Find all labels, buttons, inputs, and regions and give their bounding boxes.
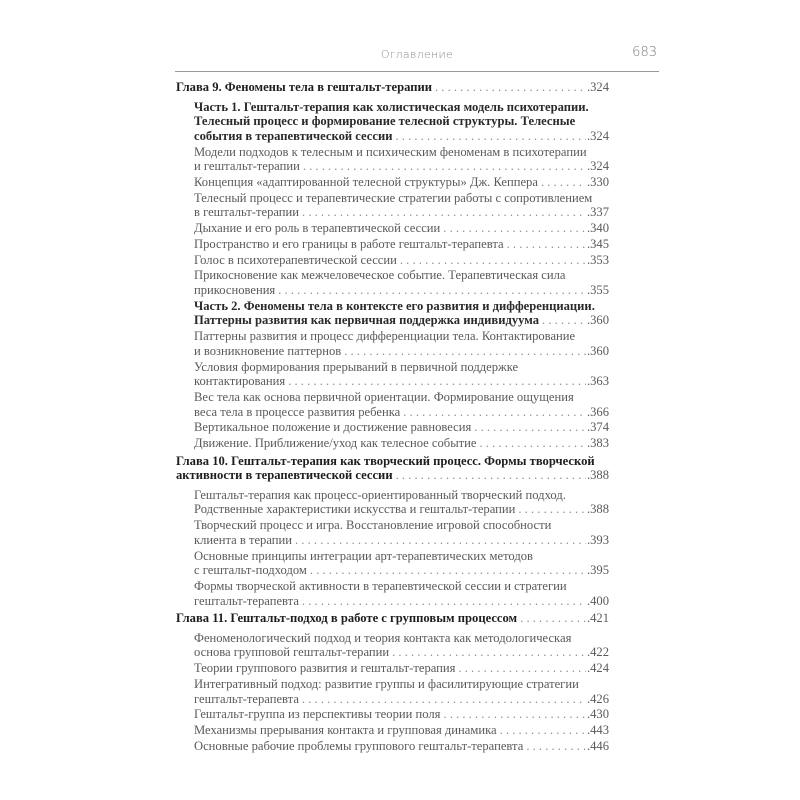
toc-entry-line [194,692,609,707]
toc-item-entry[interactable] [176,145,609,174]
toc-entry-line [194,549,609,564]
toc-entry-title: веса тела в процессе развития ребенка [194,404,401,419]
dot-leader [303,159,586,174]
toc-item-entry[interactable] [176,739,609,754]
toc-entry-title: Пространство и его границы в работе гештальт-терапевта [194,236,504,251]
toc-item-entry[interactable] [176,488,609,517]
toc-entry-line [194,645,609,660]
toc-entry-title: Часть 1. Гештальт-терапия как холистическая модель психотерапии. [194,99,589,114]
toc-entry-title: Часть 2. Феномены тела в контексте его развития и дифференциации. [194,298,595,313]
toc-page-number: .324 [586,80,609,94]
toc-page-number: .388 [586,468,609,483]
dot-leader [392,645,586,660]
toc-chapter-entry[interactable] [176,80,609,95]
toc-entry-line [176,611,609,626]
toc-entry-line [194,723,609,738]
toc-entry-line [194,488,609,503]
toc-page-number: .430 [586,707,609,722]
toc-entry-title: активности в терапевтической сессии [176,468,393,483]
toc-entry-line [194,579,609,594]
toc-part-entry[interactable] [176,100,609,144]
toc-entry-line [176,468,609,483]
toc-page-number: .353 [586,252,609,267]
toc-entry-title: Телесный процесс и формирование телесной структуры. Телесные [194,114,576,129]
toc-entry-line [194,114,609,129]
running-header-title: Оглавление [380,48,454,61]
toc-part-entry[interactable] [176,299,609,328]
page-number: 683 [632,45,657,60]
toc-item-entry[interactable] [176,253,609,268]
table-of-contents [176,80,609,755]
toc-entry-line [194,205,609,220]
toc-item-entry[interactable] [176,723,609,738]
toc-item-entry[interactable] [176,237,609,252]
toc-page-number: .363 [586,374,609,389]
toc-chapter-entry[interactable] [176,611,609,626]
toc-item-entry[interactable] [176,329,609,358]
toc-entry-line [194,631,609,646]
toc-entry-title: контактирования [194,374,286,389]
dot-leader [310,563,586,578]
toc-entry-line [194,159,609,174]
toc-entry-title: Основные рабочие проблемы группового гештальт-терапевта [194,738,524,753]
toc-entry-title: Гештальт-группа из перспективы теории поля [194,707,441,722]
dot-leader [443,221,586,236]
toc-entry-title: Интегративный подход: развитие группы и фасилитирующие стратегии [194,676,579,691]
toc-entry-line [194,313,609,328]
toc-item-entry[interactable] [176,518,609,547]
toc-entry-line [194,405,609,420]
toc-page-number: .330 [586,174,609,189]
toc-page-number: .324 [586,159,609,174]
toc-page-number: .443 [586,723,609,738]
toc-item-entry[interactable] [176,677,609,706]
toc-entry-title: Паттерны развития как первичная поддержка индивидуума [194,313,540,328]
toc-item-entry[interactable] [176,420,609,435]
toc-entry-line [194,661,609,676]
dot-leader [520,611,586,626]
toc-page-number: .366 [586,404,609,419]
dot-leader [403,405,586,420]
dot-leader [302,205,586,220]
toc-entry-title: Голос в психотерапевтической сессии [194,252,397,267]
dot-leader [480,436,586,451]
toc-item-entry[interactable] [176,360,609,389]
toc-entry-line [194,502,609,517]
toc-entry-title: Гештальт-терапия как процесс-ориентированный творческий подход. [194,487,566,502]
toc-entry-title: Движение. Приближение/уход как телесное событие [194,436,477,451]
dot-leader [443,707,586,722]
toc-item-entry[interactable] [176,221,609,236]
toc-entry-title: Вес тела как основа первичной ориентации. Формирование ощущения [194,389,574,404]
dot-leader [541,175,586,190]
toc-page-number: .345 [586,236,609,251]
running-header [175,44,659,72]
toc-item-entry[interactable] [176,268,609,297]
toc-entry-line [194,253,609,268]
toc-entry-title: и возникновение паттернов [194,343,342,358]
toc-page-number: .422 [586,645,609,660]
toc-entry-title: Формы творческой активности в терапевтической сессии и стратегии [194,579,567,593]
toc-item-entry[interactable] [176,175,609,190]
toc-entry-title: гештальт-терапевта [194,691,299,706]
toc-entry-line [194,283,609,298]
dot-leader [518,502,586,517]
toc-entry-line [194,374,609,389]
toc-item-entry[interactable] [176,661,609,676]
toc-item-entry[interactable] [176,436,609,451]
toc-entry-title: в гештальт-терапии [194,205,300,220]
dot-leader [526,739,586,754]
toc-entry-line [194,299,609,314]
toc-entry-title: и гештальт-терапии [194,159,300,174]
toc-item-entry[interactable] [176,631,609,660]
toc-entry-title: Глава 10. Гештальт-терапия как творческий процесс. Формы творческой [176,453,595,468]
toc-page-number: .395 [586,563,609,578]
toc-entry-line [194,420,609,435]
toc-item-entry[interactable] [176,579,609,608]
toc-entry-title: Прикосновение как межчеловеческое событие. Терапевтическая сила [194,268,566,283]
dot-leader [400,253,586,268]
toc-entry-line [194,390,609,405]
toc-entry-title: основа групповой гештальт-терапии [194,645,390,660]
toc-item-entry[interactable] [176,707,609,722]
toc-item-entry[interactable] [176,390,609,419]
toc-page-number: .393 [586,532,609,547]
toc-entry-title: Основные принципы интеграции арт-терапевтических методов [194,548,533,563]
toc-entry-line [194,175,609,190]
dot-leader [500,723,586,738]
dot-leader [458,661,586,676]
toc-entry-title: Творческий процесс и игра. Восстановление игровой способности [194,518,552,533]
toc-page-number: .446 [586,738,609,753]
dot-leader [302,594,586,609]
dot-leader [395,129,585,144]
toc-page-number: .337 [586,205,609,220]
toc-item-entry[interactable] [176,549,609,578]
toc-entry-line [194,360,609,375]
toc-entry-title: Паттерны развития и процесс дифференциации тела. Контактирование [194,329,576,344]
toc-entry-title: Теории группового развития и гештальт-терапия [194,661,456,676]
toc-page-number: .324 [586,128,609,143]
dot-leader [295,533,586,548]
toc-entry-line [194,237,609,252]
toc-entry-title: Механизмы прерывания контакта и групповая динамика [194,723,497,738]
toc-entry-line [194,533,609,548]
toc-entry-line [194,594,609,609]
toc-entry-line [194,329,609,344]
toc-entry-title: Родственные характеристики искусства и гештальт-терапии [194,502,516,517]
toc-entry-line [194,268,609,283]
toc-page-number: .360 [586,343,609,358]
toc-entry-title: Дыхание и его роль в терапевтической сессии [194,221,441,236]
dot-leader [288,374,586,389]
toc-page-number: .374 [586,420,609,435]
toc-entry-line [194,707,609,722]
toc-entry-title: Условия формирования прерываний в первичной поддержке [194,359,519,374]
toc-page-number: .360 [586,313,609,328]
toc-entry-line [194,436,609,451]
dot-leader [278,283,586,298]
toc-page-number: .400 [586,593,609,608]
toc-entry-line [194,677,609,692]
toc-entry-title: Глава 11. Гештальт-подход в работе с групповым процессом [176,611,518,626]
dot-leader [474,420,586,435]
toc-entry-line [194,191,609,206]
toc-page-number: .424 [586,661,609,676]
toc-entry-line [194,518,609,533]
toc-page-number: .355 [586,283,609,298]
toc-entry-title: Вертикальное положение и достижение равновесия [194,420,472,435]
toc-entry-line [194,145,609,160]
dot-leader [302,692,586,707]
toc-entry-title: с гештальт-подходом [194,563,307,578]
toc-entry-title: Концепция «адаптированной телесной структуры» Дж. Кеппера [194,174,538,189]
toc-entry-title: Телесный процесс и терапевтические стратегии работы с сопротивлением [194,190,593,205]
toc-page-number: .421 [586,611,609,626]
toc-entry-line [194,100,609,115]
toc-entry-title: прикосновения [194,283,276,298]
toc-page-number: .340 [586,221,609,236]
toc-chapter-entry[interactable] [176,454,609,483]
toc-entry-line [194,129,609,144]
toc-page-number: .426 [586,691,609,706]
toc-entry-title: события в терапевтической сессии [194,128,393,143]
toc-entry-line [194,739,609,754]
toc-entry-title: Глава 9. Феномены тела в гештальт-терапии [176,80,432,94]
toc-entry-line [194,563,609,578]
toc-entry-title: гештальт-терапевта [194,593,299,608]
dot-leader [542,313,586,328]
toc-entry-line [194,221,609,236]
toc-entry-title: Феноменологический подход и теория контакта как методологическая [194,630,572,645]
dot-leader [435,80,586,95]
toc-item-entry[interactable] [176,191,609,220]
dot-leader [396,468,586,483]
toc-entry-line [176,80,609,95]
toc-page-number: .388 [586,502,609,517]
toc-entry-line [176,454,609,469]
toc-page-number: .383 [586,436,609,451]
toc-entry-title: Модели подходов к телесным и психическим феноменам в психотерапии [194,144,587,159]
dot-leader [507,237,586,252]
toc-entry-line [194,344,609,359]
toc-entry-title: клиента в терапии [194,532,292,547]
dot-leader [344,344,586,359]
